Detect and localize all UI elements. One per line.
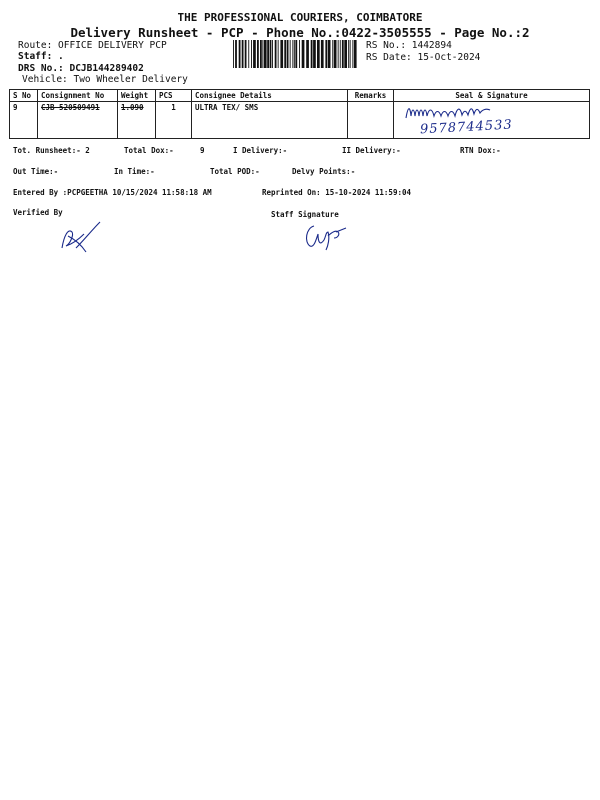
barcode-bar (342, 40, 344, 68)
barcode-bar (313, 40, 316, 68)
barcode-bar (235, 40, 237, 68)
total-pod: Total POD:- (210, 167, 260, 176)
staff-signature-icon (300, 218, 350, 252)
barcode-bar (264, 40, 267, 68)
delvy-points: Delvy Points:- (292, 167, 356, 176)
i-delivery: I Delivery:- (233, 146, 288, 155)
cell-sno: 9 (10, 102, 38, 139)
drs-number: DRS No.: DCJB144289402 (18, 63, 144, 74)
vehicle-label: Vehicle: Two Wheeler Delivery (22, 74, 188, 85)
barcode-bar (321, 40, 324, 68)
barcode-bar (267, 40, 269, 68)
total-dox-value: 9 (200, 146, 205, 155)
barcode-bar (340, 40, 341, 68)
barcode-bar (284, 40, 286, 68)
barcode-image (232, 40, 358, 68)
barcode-bar (253, 40, 256, 68)
barcode-bar (352, 40, 353, 68)
cell-remarks (348, 102, 394, 139)
tot-runsheet: Tot. Runsheet:- 2 (13, 146, 90, 155)
cell-consignee: ULTRA TEX/ SMS (192, 102, 348, 139)
barcode-bar (251, 40, 252, 68)
barcode-bar (348, 40, 349, 68)
handwritten-phone: 9578744533 (419, 117, 514, 138)
barcode-bar (344, 40, 347, 68)
out-time: Out Time:- (13, 167, 59, 176)
runsheet-table (9, 89, 590, 139)
staff-label: Staff: . (18, 51, 64, 62)
barcode-bar (302, 40, 305, 68)
cell-pcs: 1 (156, 102, 192, 139)
barcode-bar (295, 40, 297, 68)
barcode-bar (287, 40, 289, 68)
barcode-bar (257, 40, 259, 68)
rs-number: RS No.: 1442894 (366, 40, 452, 51)
col-header-sno: S No (10, 90, 38, 102)
rtn-dox: RTN Dox:- (460, 146, 501, 155)
col-header-weight: Weight (118, 90, 156, 102)
col-header-consignment: Consignment No (38, 90, 118, 102)
barcode-bar (328, 40, 331, 68)
col-header-consignee: Consignee Details (192, 90, 348, 102)
barcode-bar (338, 40, 339, 68)
barcode-bar (294, 40, 295, 68)
barcode-bar (245, 40, 247, 68)
barcode-bar (306, 40, 309, 68)
barcode-bar (325, 40, 327, 68)
barcode-bar (317, 40, 320, 68)
route-label: Route: OFFICE DELIVERY PCP (18, 40, 167, 51)
barcode-bar (239, 40, 241, 68)
cell-consignment: CJB 520509491 (38, 102, 118, 139)
barcode-bar (350, 40, 351, 68)
staff-signature-label: Staff Signature (271, 210, 339, 219)
company-title: THE PROFESSIONAL COURIERS, COIMBATORE (177, 11, 423, 24)
barcode-bar (290, 40, 291, 68)
barcode-bar (278, 40, 279, 68)
barcode-bar (280, 40, 283, 68)
barcode-bar (242, 40, 244, 68)
table-header-row (10, 90, 590, 102)
barcode-bar (272, 40, 273, 68)
barcode-bar (260, 40, 262, 68)
barcode-bar (299, 40, 300, 68)
ii-delivery: II Delivery:- (342, 146, 401, 155)
barcode-bar (292, 40, 293, 68)
barcode-bar (262, 40, 263, 68)
col-header-remarks: Remarks (348, 90, 394, 102)
reprinted-on: Reprinted On: 15-10-2024 11:59:04 (262, 188, 412, 197)
barcode-bar (275, 40, 277, 68)
barcode-bar (354, 40, 357, 68)
verified-by-label: Verified By (13, 208, 63, 217)
barcode-bar (311, 40, 313, 68)
barcode-bar (270, 40, 272, 68)
cell-weight: 1.090 (118, 102, 156, 139)
barcode-bar (248, 40, 249, 68)
cell-seal-signature (394, 102, 590, 139)
total-dox-label: Total Dox:- (124, 146, 174, 155)
entered-by: Entered By :PCPGEETHA 10/15/2024 11:58:18 AM (13, 188, 212, 197)
col-header-pcs: PCS (156, 90, 192, 102)
in-time: In Time:- (114, 167, 155, 176)
verifier-signature-icon (54, 218, 104, 256)
runsheet-subtitle: Delivery Runsheet - PCP - Phone No.:0422-3505555 - Page No.:2 (70, 25, 530, 40)
table-row (10, 102, 590, 139)
barcode-bar (334, 40, 337, 68)
rs-date: RS Date: 15-Oct-2024 (366, 52, 481, 63)
barcode-bar (233, 40, 234, 68)
barcode-bar (332, 40, 333, 68)
col-header-seal: Seal & Signature (394, 90, 590, 102)
